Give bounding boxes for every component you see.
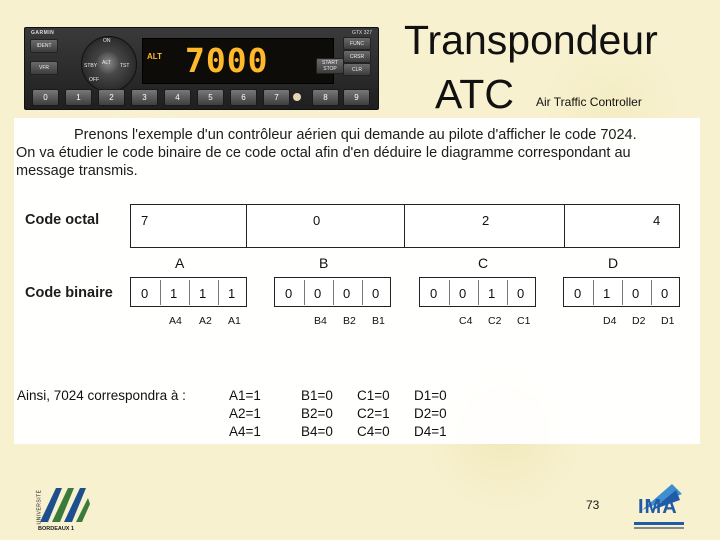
intro-line-1: Prenons l'exemple d'un contrôleur aérien qui demande au pilote d'afficher le code 7024. <box>74 127 637 143</box>
digit-key-0: 0 <box>32 89 59 106</box>
result-d2: D2=0 <box>414 406 447 421</box>
bit-b-3: 0 <box>372 286 380 301</box>
bit-label-b2: B2 <box>343 315 356 327</box>
octal-label: Code octal <box>25 212 100 228</box>
knob-label-stby: STBY <box>84 63 98 69</box>
digit-key-9: 9 <box>343 89 370 106</box>
bit-a-2: 1 <box>199 286 207 301</box>
bit-label-c4: C4 <box>459 315 473 327</box>
device-brand: GARMIN <box>31 30 55 36</box>
result-b1: B1=0 <box>301 388 333 403</box>
bit-separator <box>449 280 450 305</box>
bit-c-0: 0 <box>430 286 438 301</box>
university-logo-vertical-text: UNIVERSITÉ <box>36 489 43 525</box>
bit-d-3: 0 <box>661 286 669 301</box>
digit-key-6: 6 <box>230 89 257 106</box>
vfr-button: VFR <box>30 61 58 75</box>
octal-digit-d: 4 <box>653 213 661 228</box>
octal-table <box>130 204 680 248</box>
knob-label-alt: ALT <box>102 60 111 66</box>
bit-c-2: 1 <box>488 286 496 301</box>
lcd-mode: ALT <box>147 52 162 61</box>
result-a1: A1=1 <box>229 388 261 403</box>
page-number: 73 <box>586 498 600 512</box>
digit-key-2: 2 <box>98 89 125 106</box>
bit-c-3: 0 <box>517 286 525 301</box>
digit-key-5: 5 <box>197 89 224 106</box>
bit-label-c1: C1 <box>517 315 531 327</box>
university-emblem-icon <box>38 484 90 524</box>
bit-a-3: 1 <box>228 286 236 301</box>
light-sensor <box>293 93 301 101</box>
title-subtitle: Air Traffic Controller <box>536 95 642 109</box>
lcd-code: 7000 <box>185 41 269 80</box>
bit-separator <box>622 280 623 305</box>
bit-label-c2: C2 <box>488 315 502 327</box>
ima-logo-text: IMA <box>638 496 678 518</box>
title-line1: Transpondeur <box>404 17 658 63</box>
start-stop-button: START STOP <box>316 58 344 74</box>
group-letter-c: C <box>478 255 489 271</box>
bit-label-b1: B1 <box>372 315 385 327</box>
octal-digit-a: 7 <box>141 213 149 228</box>
func-button: FUNC <box>343 37 371 50</box>
bit-d-1: 1 <box>603 286 611 301</box>
intro-paragraph <box>16 126 706 180</box>
bit-b-0: 0 <box>285 286 293 301</box>
octal-digit-c: 2 <box>482 213 490 228</box>
bit-label-a4: A4 <box>169 315 182 327</box>
group-letter-d: D <box>608 255 619 271</box>
digit-key-7: 7 <box>263 89 290 106</box>
crsr-button: CRSR <box>343 50 371 63</box>
bit-separator <box>362 280 363 305</box>
title-line2: ATC <box>435 71 514 117</box>
group-letter-a: A <box>175 255 185 271</box>
bit-label-a1: A1 <box>228 315 241 327</box>
result-c4: C4=0 <box>357 424 390 439</box>
bit-b-2: 0 <box>343 286 351 301</box>
bit-label-d1: D1 <box>661 315 675 327</box>
lcd-display <box>142 38 334 84</box>
knob-label-tst: TST <box>120 63 130 69</box>
octal-divider-2 <box>404 205 405 247</box>
result-c2: C2=1 <box>357 406 390 421</box>
transponder-image <box>24 27 379 110</box>
binary-label: Code binaire <box>25 285 113 301</box>
bit-separator <box>304 280 305 305</box>
bit-d-2: 0 <box>632 286 640 301</box>
result-a2: A2=1 <box>229 406 261 421</box>
result-d1: D1=0 <box>414 388 447 403</box>
digit-key-1: 1 <box>65 89 92 106</box>
bit-a-0: 0 <box>141 286 149 301</box>
bit-c-1: 0 <box>459 286 467 301</box>
bit-separator <box>160 280 161 305</box>
knob-label-on: ON <box>103 38 111 44</box>
bit-separator <box>189 280 190 305</box>
octal-divider-3 <box>564 205 565 247</box>
result-intro: Ainsi, 7024 correspondra à : <box>17 388 186 403</box>
octal-divider-1 <box>246 205 247 247</box>
bit-d-0: 0 <box>574 286 582 301</box>
mode-knob <box>81 36 137 92</box>
bit-label-a2: A2 <box>199 315 212 327</box>
intro-line-3: message transmis. <box>16 163 138 179</box>
bit-separator <box>593 280 594 305</box>
bit-label-d4: D4 <box>603 315 617 327</box>
digit-key-8: 8 <box>312 89 339 106</box>
result-d4: D4=1 <box>414 424 447 439</box>
bit-separator <box>478 280 479 305</box>
bit-separator <box>333 280 334 305</box>
intro-line-2: On va étudier le code binaire de ce code octal afin d'en déduire le diagramme correspondant au <box>16 145 631 161</box>
group-letter-b: B <box>319 255 329 271</box>
digit-key-4: 4 <box>164 89 191 106</box>
bit-b-1: 0 <box>314 286 322 301</box>
result-b4: B4=0 <box>301 424 333 439</box>
result-b2: B2=0 <box>301 406 333 421</box>
result-c1: C1=0 <box>357 388 390 403</box>
university-logo-name: BORDEAUX 1 <box>38 526 75 532</box>
bit-separator <box>507 280 508 305</box>
ima-logo <box>632 482 686 536</box>
ima-logo-bar <box>634 527 684 529</box>
func-top-spacer <box>347 34 369 38</box>
university-logo <box>30 484 90 536</box>
bit-separator <box>651 280 652 305</box>
result-a4: A4=1 <box>229 424 261 439</box>
digit-key-3: 3 <box>131 89 158 106</box>
octal-digit-b: 0 <box>313 213 321 228</box>
bit-label-b4: B4 <box>314 315 327 327</box>
clr-button: CLR <box>343 63 371 76</box>
bit-label-d2: D2 <box>632 315 646 327</box>
bit-separator <box>218 280 219 305</box>
ima-logo-bar <box>634 522 684 525</box>
bit-a-1: 1 <box>170 286 178 301</box>
ident-button: IDENT <box>30 39 58 53</box>
knob-label-off: OFF <box>89 77 99 83</box>
device-model: GTX 327 <box>351 30 372 36</box>
